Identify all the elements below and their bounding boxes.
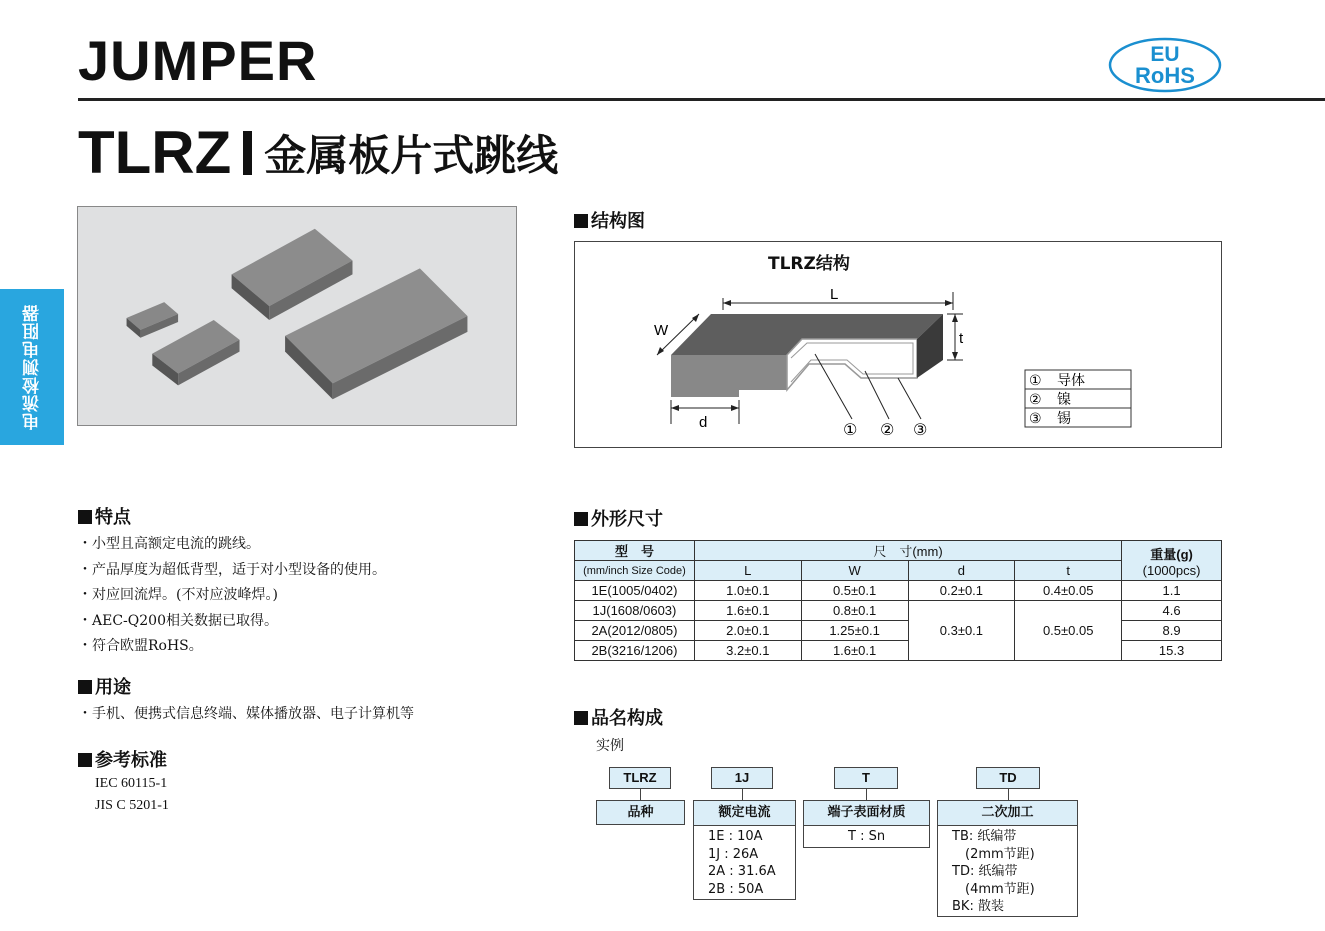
callout-1: ① — [843, 420, 858, 439]
table-row — [575, 641, 1222, 661]
cell-L: 3.2±0.1 — [694, 641, 801, 661]
feature-item: ・小型且高额定电流的跳线。 — [78, 536, 260, 552]
group-rated-current — [693, 800, 796, 900]
product-name: 金属板片式跳线 — [264, 130, 559, 180]
legend-num-3: ③ — [1029, 411, 1042, 427]
structure-section-title: 结构图 — [574, 207, 645, 233]
connector — [1008, 789, 1009, 800]
standards-list — [95, 776, 169, 820]
cell-weight: 8.9 — [1122, 621, 1222, 641]
standard-item: IEC 60115-1 — [95, 776, 168, 791]
cell-weight: 15.3 — [1122, 641, 1222, 661]
structure-diagram-box — [574, 241, 1222, 448]
diagram-title: TLRZ结构 — [768, 254, 850, 274]
group-secondary-title: 二次加工 — [938, 801, 1077, 826]
header-type-sub: (mm/inch Size Code) — [575, 561, 695, 581]
dim-t: t — [959, 330, 964, 347]
cell-W: 1.25±0.1 — [801, 621, 908, 641]
dimensions-section-title: 外形尺寸 — [574, 505, 663, 531]
group-terminal-title: 端子表面材质 — [804, 801, 929, 826]
cell-L: 2.0±0.1 — [694, 621, 801, 641]
connector — [640, 789, 641, 800]
cell-weight: 1.1 — [1122, 581, 1222, 601]
cell-type: 1E(1005/0402) — [575, 581, 695, 601]
code-tlrz: TLRZ — [609, 767, 671, 789]
callout-3: ③ — [913, 420, 928, 439]
cell-t-merged: 0.5±0.05 — [1015, 601, 1122, 661]
title-rule — [78, 98, 1325, 101]
product-heading — [78, 118, 558, 187]
connector — [866, 789, 867, 800]
applications-list — [78, 703, 414, 729]
feature-item: ・符合欧盟RoHS。 — [78, 638, 203, 654]
cell-d: 0.2±0.1 — [908, 581, 1015, 601]
eu-rohs-logo — [1108, 37, 1222, 93]
header-weight: 重量(g) (1000pcs) — [1122, 541, 1222, 581]
part-number-section-title: 品名构成 — [574, 704, 663, 730]
group-terminal-body: T : Sn — [848, 829, 886, 844]
cell-type: 2A(2012/0805) — [575, 621, 695, 641]
header-size: 尺 寸(mm) — [694, 541, 1121, 561]
table-row — [575, 621, 1222, 641]
header-type: 型 号 — [575, 541, 695, 561]
code-1j: 1J — [711, 767, 773, 789]
connector — [742, 789, 743, 800]
group-secondary-processing — [937, 800, 1078, 917]
group-terminal-material — [803, 800, 930, 848]
legend-label-2: 镍 — [1057, 392, 1071, 408]
cell-W: 0.5±0.1 — [801, 581, 908, 601]
legend-num-2: ② — [1029, 392, 1042, 408]
cell-L: 1.6±0.1 — [694, 601, 801, 621]
side-tab-label: 电流检测电阻器 — [22, 304, 43, 430]
callout-2: ② — [880, 420, 895, 439]
page-title: JUMPER — [78, 29, 318, 92]
feature-item: ・对应回流焊。(不对应波峰焊。) — [78, 587, 278, 603]
heading-bar — [243, 131, 252, 175]
cell-W: 0.8±0.1 — [801, 601, 908, 621]
cell-type: 2B(3216/1206) — [575, 641, 695, 661]
rohs-line2: RoHS — [1135, 63, 1195, 88]
cell-type: 1J(1608/0603) — [575, 601, 695, 621]
group-secondary-body: TB: 纸编带 (2mm节距) TD: 纸编带 (4mm节距) BK: 散装 — [952, 829, 1035, 914]
standards-section-title: 参考标准 — [78, 746, 167, 772]
cell-d-merged: 0.3±0.1 — [908, 601, 1015, 661]
application-item: ・手机、便携式信息终端、媒体播放器、电子计算机等 — [78, 706, 414, 722]
col-d: d — [908, 561, 1015, 581]
code-td: TD — [976, 767, 1040, 789]
applications-section-title: 用途 — [78, 673, 131, 699]
example-label: 实例 — [596, 738, 624, 754]
dim-d: d — [699, 414, 708, 431]
features-list — [78, 533, 386, 661]
cell-t: 0.4±0.05 — [1015, 581, 1122, 601]
legend-label-3: 锡 — [1057, 411, 1071, 427]
dim-L: L — [830, 286, 839, 303]
feature-item: ・产品厚度为超低背型，适于对小型设备的使用。 — [78, 561, 386, 578]
group-variety: 品种 — [596, 800, 685, 825]
standard-item: JIS C 5201-1 — [95, 798, 169, 813]
code-t: T — [834, 767, 898, 789]
dimensions-table — [574, 540, 1222, 661]
dim-W: W — [654, 322, 669, 339]
feature-item: ・AEC-Q200相关数据已取得。 — [78, 612, 278, 629]
table-row — [575, 581, 1222, 601]
group-rated-current-title: 额定电流 — [694, 801, 795, 826]
cell-weight: 4.6 — [1122, 601, 1222, 621]
legend-num-1: ① — [1029, 373, 1042, 389]
group-rated-current-body: 1E : 10A 1J : 26A 2A : 31.6A 2B : 50A — [708, 829, 776, 897]
col-t: t — [1015, 561, 1122, 581]
col-W: W — [801, 561, 908, 581]
table-row — [575, 601, 1222, 621]
rohs-line1: EU — [1150, 43, 1180, 66]
side-category-tab[interactable] — [0, 289, 64, 445]
legend-label-1: 导体 — [1057, 373, 1085, 389]
col-L: L — [694, 561, 801, 581]
product-photo — [77, 206, 517, 426]
cell-L: 1.0±0.1 — [694, 581, 801, 601]
cell-W: 1.6±0.1 — [801, 641, 908, 661]
structure-drawing — [575, 242, 1221, 447]
product-code: TLRZ — [78, 119, 232, 186]
features-section-title: 特点 — [78, 503, 131, 529]
